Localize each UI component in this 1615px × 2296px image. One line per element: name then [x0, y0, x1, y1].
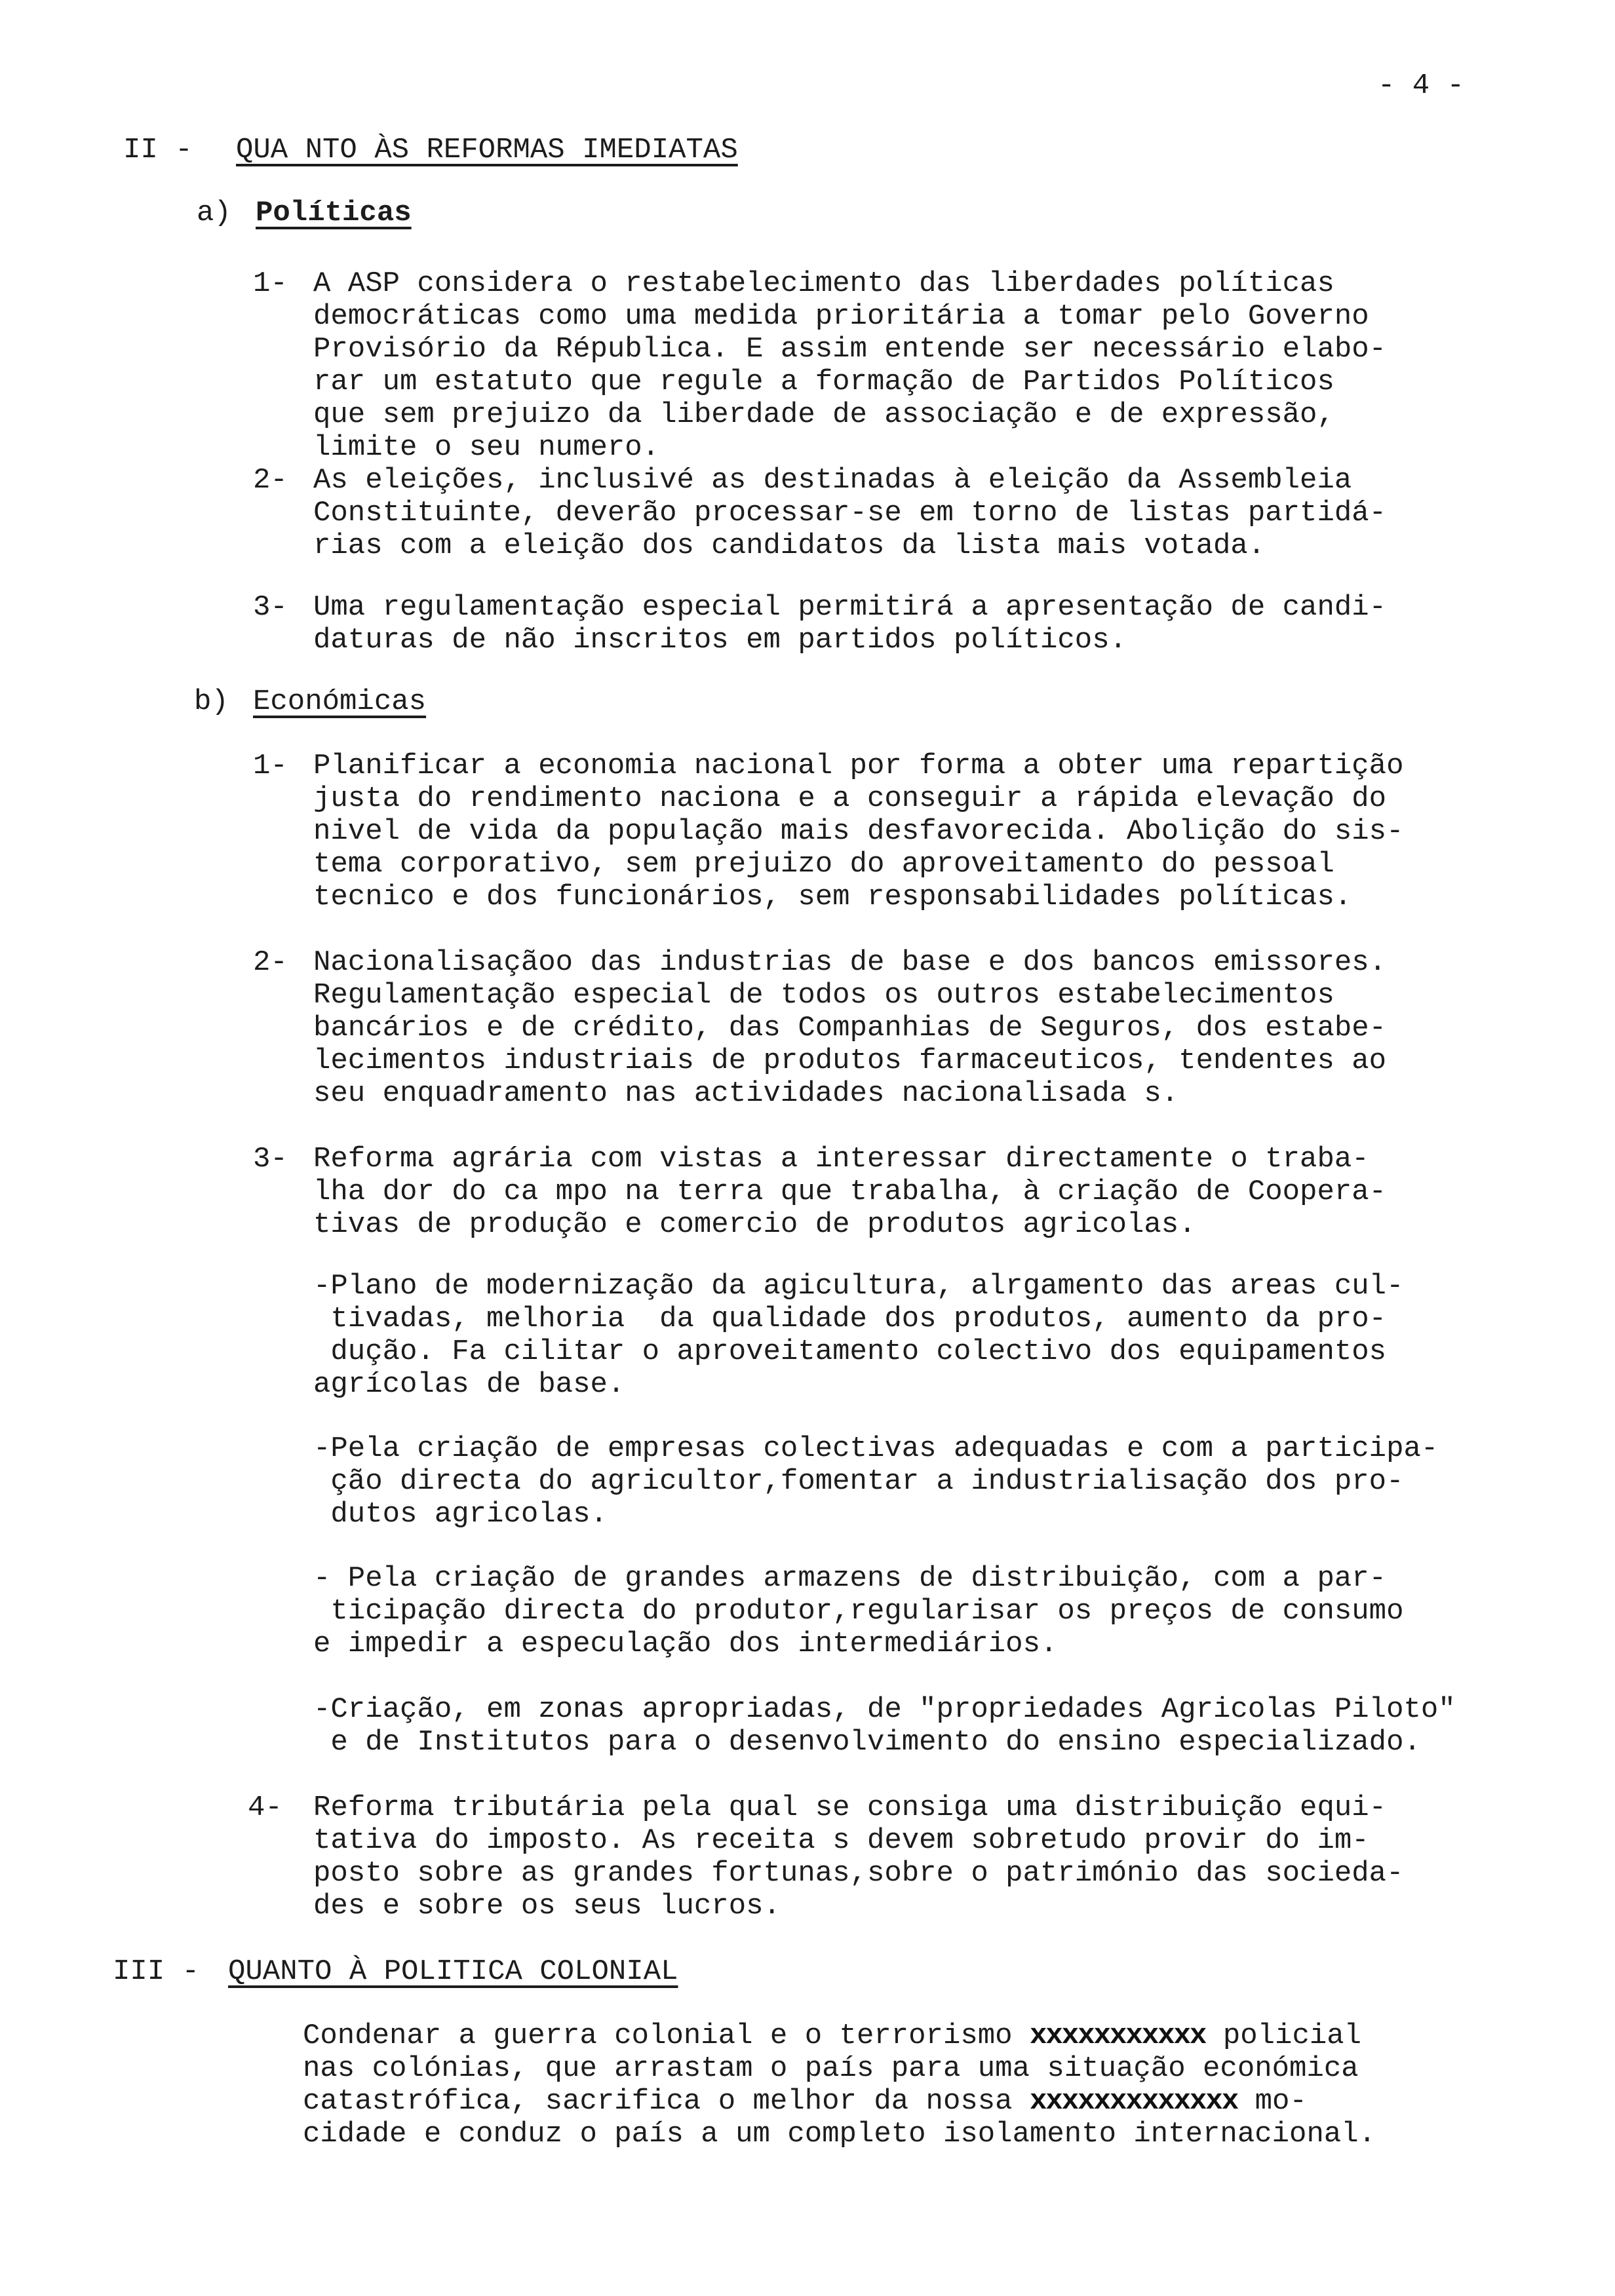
subsection-a-label: a) [197, 197, 231, 229]
subsection-b-title: Económicas [253, 685, 427, 718]
text-line: posto sobre as grandes fortunas,sobre o património das socieda- [313, 1857, 1404, 1890]
text-line [303, 2085, 1307, 2118]
item-number: 2- [253, 946, 288, 979]
text-line: nivel de vida da população mais desfavorecida. Abolição do sis- [313, 815, 1404, 848]
text-line: ticipação directa do produtor,regularisar os preços de consumo [313, 1595, 1404, 1628]
text-line: rias com a eleição dos candidatos da lista mais votada. [313, 529, 1266, 562]
text-line: tivas de produção e comercio de produtos agricolas. [313, 1208, 1196, 1241]
text-line: tivadas, melhoria da qualidade dos produtos, aumento da pro- [313, 1303, 1387, 1335]
text-line: - Pela criação de grandes armazens de distribuição, com a par- [313, 1562, 1387, 1595]
item-number: 1- [253, 750, 288, 782]
text-line [303, 2118, 1376, 2151]
item-number: 3- [253, 591, 288, 624]
text-line: dutos agricolas. [313, 1498, 608, 1531]
item-number: 2- [253, 464, 288, 497]
text-line: Planificar a economia nacional por forma a obter uma repartição [313, 750, 1404, 782]
text-segment: Condenar a guerra colonial e o terrorismo [303, 2019, 1030, 2052]
text-line: daturas de não inscritos em partidos políticos. [313, 624, 1127, 657]
text-line: As eleições, inclusivé as destinadas à eleição da Assembleia [313, 464, 1352, 497]
struck-out-text: xxxxxxxxxxx [1029, 2019, 1206, 2052]
section-ii-title: QUA NTO ÀS REFORMAS IMEDIATAS [236, 134, 738, 166]
page-number: - 4 - [1378, 69, 1465, 102]
text-line: Nacionalisaçãoo das industrias de base e dos bancos emissores. [313, 946, 1387, 979]
item-number: 3- [253, 1143, 288, 1176]
text-line: e impedir a especulação dos intermediários. [313, 1628, 1058, 1660]
text-line: tecnico e dos funcionários, sem responsabilidades políticas. [313, 881, 1352, 913]
text-line: seu enquadramento nas actividades nacionalisada s. [313, 1077, 1179, 1110]
text-line: agrícolas de base. [313, 1368, 625, 1401]
text-line: -Plano de modernização da agicultura, alrgamento das areas cul- [313, 1270, 1404, 1303]
text-line: lha dor do ca mpo na terra que trabalha, à criação de Coopera- [313, 1176, 1387, 1208]
text-line: Reforma tributária pela qual se consiga uma distribuição equi- [313, 1791, 1387, 1824]
text-line: democráticas como uma medida prioritária a tomar pelo Governo [313, 300, 1369, 333]
text-line: Provisório da Républica. E assim entende ser necessário elabo- [313, 333, 1387, 366]
text-line: bancários e de crédito, das Companhias de Seguros, dos estabe- [313, 1012, 1387, 1044]
text-line: ção directa do agricultor,fomentar a industrialisação dos pro- [313, 1465, 1404, 1498]
section-iii-numeral: III - [113, 1955, 200, 1988]
text-line: des e sobre os seus lucros. [313, 1890, 781, 1923]
text-line: limite o seu numero. [313, 431, 660, 464]
section-ii-numeral: II - [123, 134, 193, 166]
text-line: lecimentos industriais de produtos farmaceuticos, tendentes ao [313, 1044, 1387, 1077]
text-line: Constituinte, deverão processar-se em torno de listas partidá- [313, 497, 1387, 529]
text-line: rar um estatuto que regule a formação de Partidos Políticos [313, 366, 1334, 398]
subsection-b-label: b) [194, 685, 229, 718]
text-line: tema corporativo, sem prejuizo do aproveitamento do pessoal [313, 848, 1334, 881]
text-segment: mo- [1237, 2085, 1307, 2118]
text-line: justa do rendimento naciona e a conseguir a rápida elevação do [313, 782, 1387, 815]
text-line [303, 2019, 1361, 2052]
text-line: Regulamentação especial de todos os outros estabelecimentos [313, 979, 1334, 1012]
text-segment: cidade e conduz o país a um completo isolamento internacional. [303, 2118, 1376, 2151]
struck-out-text: xxxxxxxxxxxxx [1029, 2085, 1238, 2118]
text-line: A ASP considera o restabelecimento das liberdades políticas [313, 267, 1334, 300]
section-iii-title: QUANTO À POLITICA COLONIAL [228, 1955, 678, 1988]
text-line: -Pela criação de empresas colectivas adequadas e com a participa- [313, 1432, 1439, 1465]
text-line: -Criação, em zonas apropriadas, de "propriedades Agricolas Piloto" [313, 1693, 1456, 1726]
text-line: que sem prejuizo da liberdade de associação e de expressão, [313, 398, 1334, 431]
subsection-a-title: Políticas [256, 197, 412, 229]
text-line: e de Institutos para o desenvolvimento do ensino especializado. [313, 1726, 1421, 1759]
text-line [303, 2052, 1359, 2085]
text-line: Reforma agrária com vistas a interessar directamente o traba- [313, 1143, 1369, 1176]
item-number: 4- [248, 1791, 282, 1824]
text-segment: policial [1205, 2019, 1362, 2052]
text-line: dução. Fa cilitar o aproveitamento colectivo dos equipamentos [313, 1335, 1387, 1368]
item-number: 1- [253, 267, 288, 300]
text-line: Uma regulamentação especial permitirá a apresentação de candi- [313, 591, 1387, 624]
text-segment: catastrófica, sacrifica o melhor da nossa [303, 2085, 1030, 2118]
text-segment: nas colónias, que arrastam o país para uma situação económica [303, 2052, 1359, 2085]
text-line: tativa do imposto. As receita s devem sobretudo provir do im- [313, 1824, 1369, 1857]
